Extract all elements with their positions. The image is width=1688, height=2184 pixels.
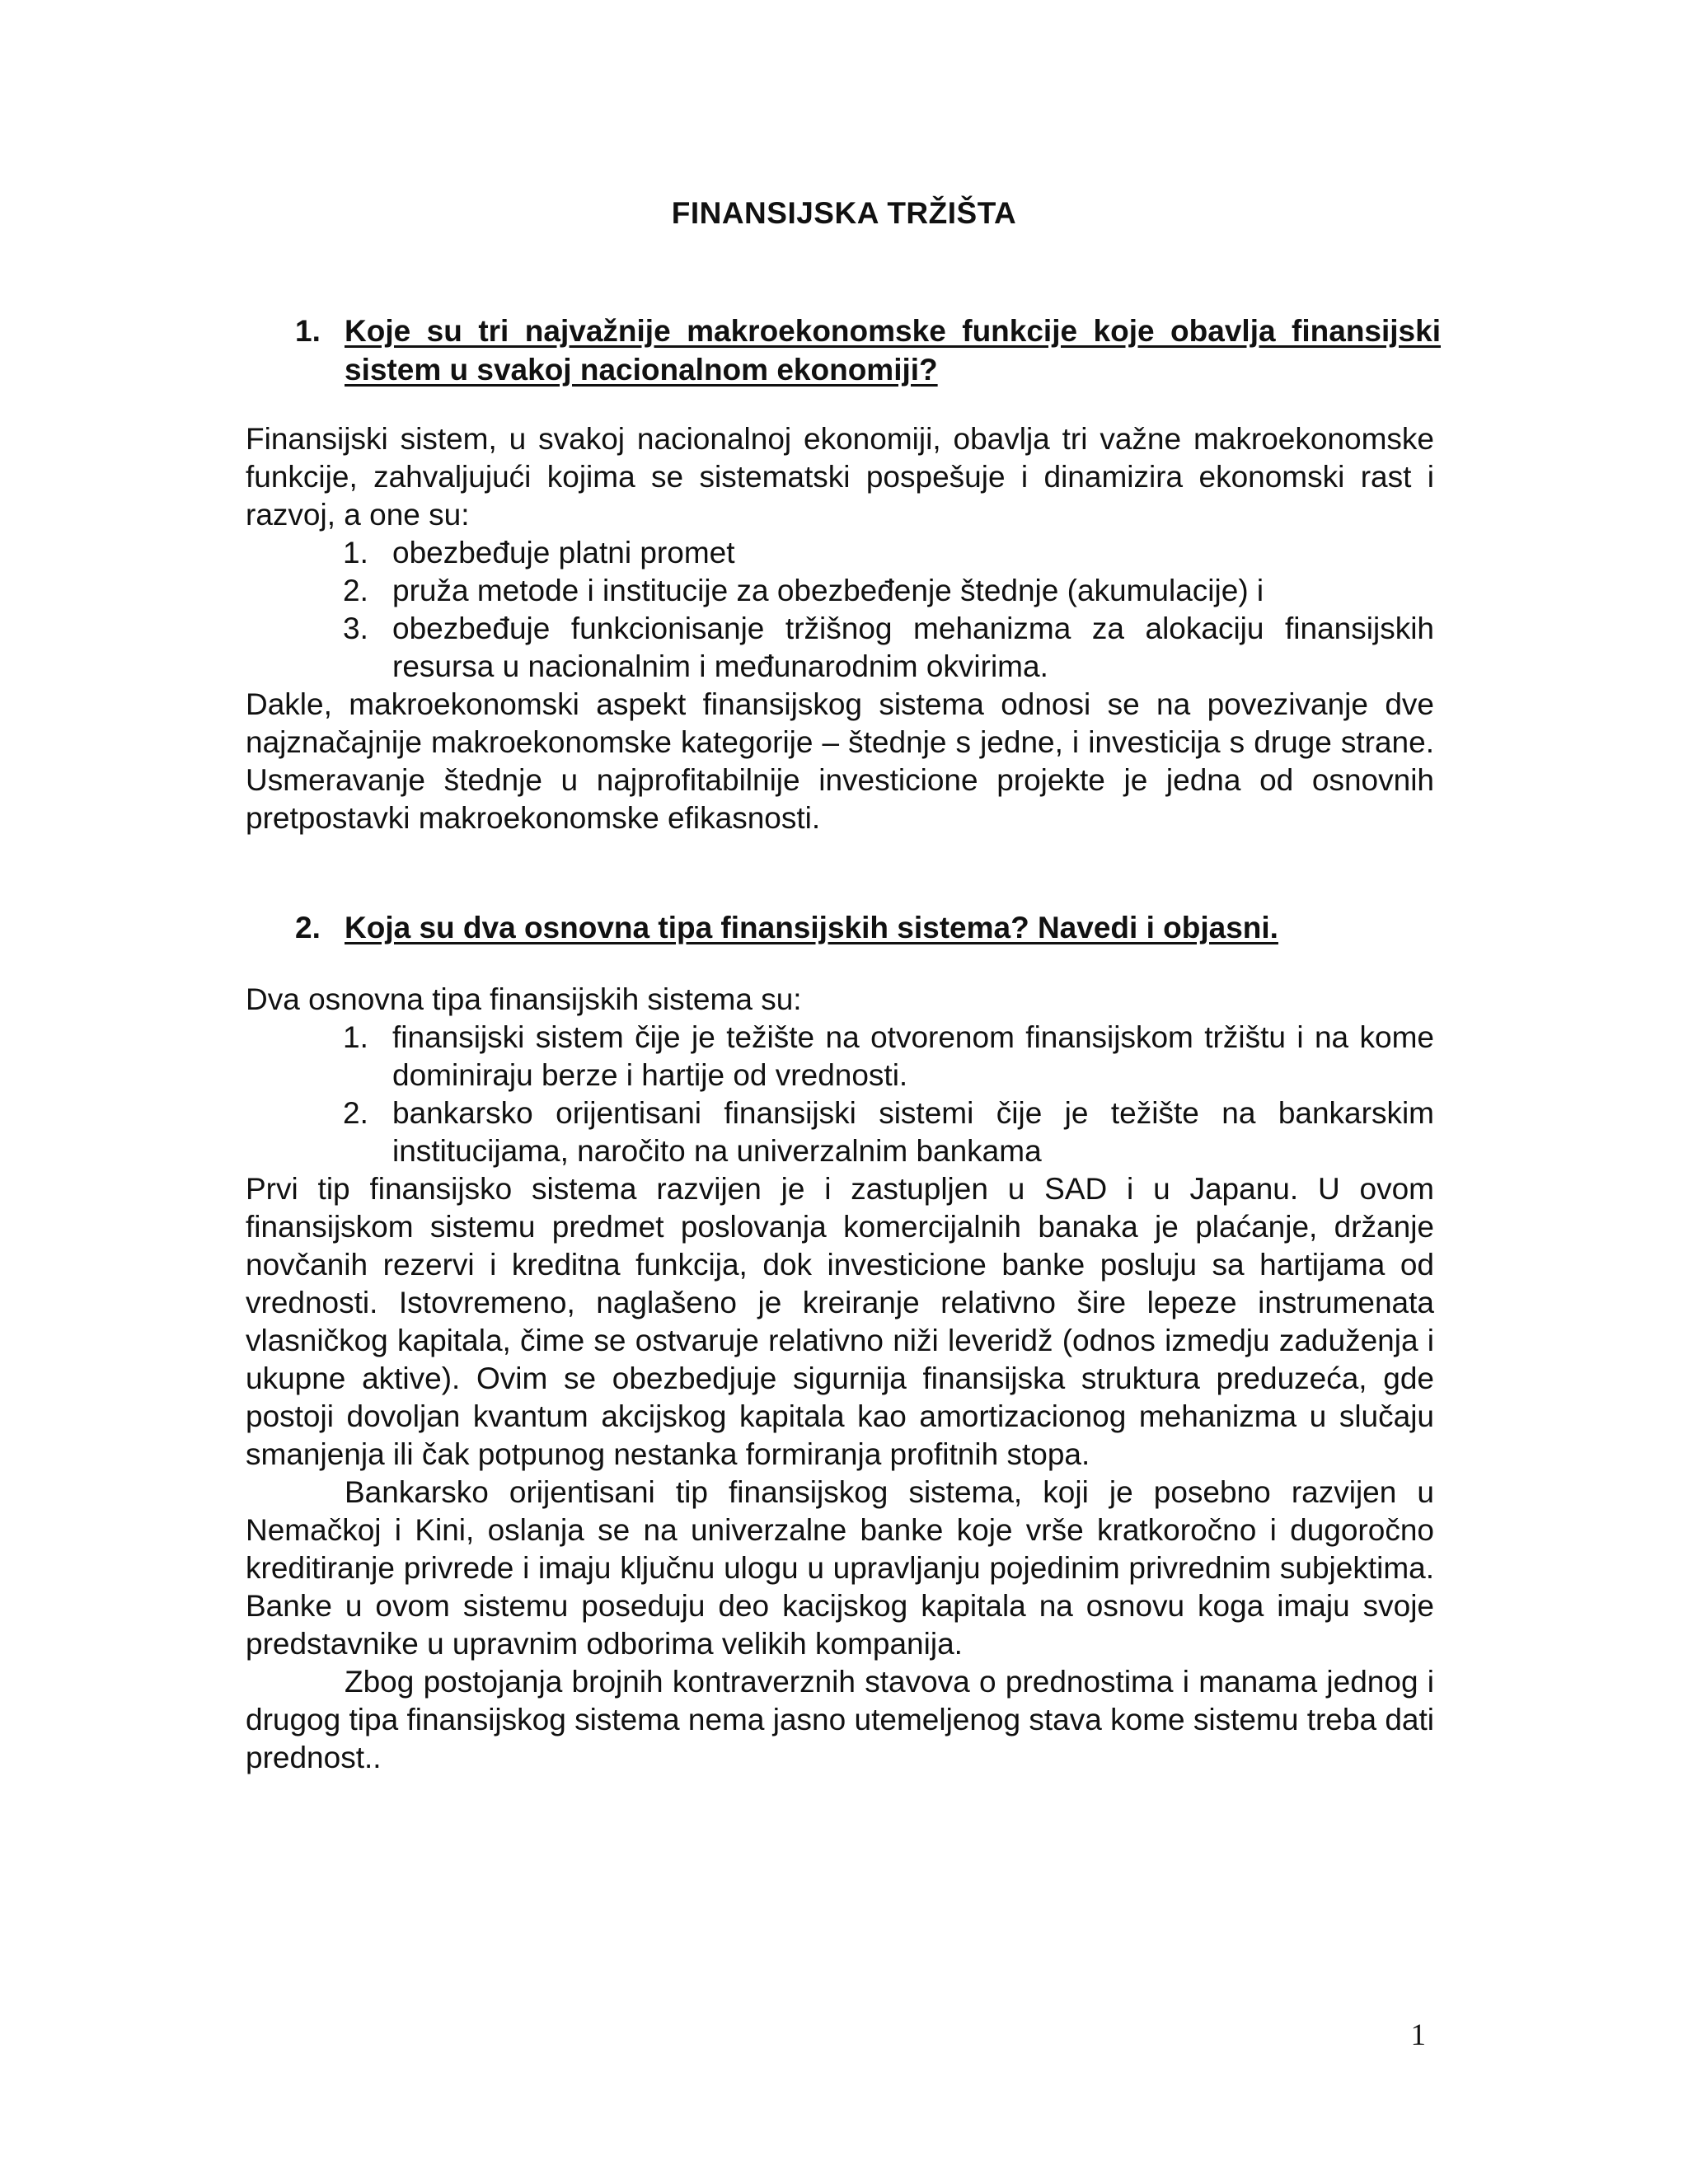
section2-paragraph-2: Bankarsko orijentisani tip finansijskog sistema, koji je posebno razvijen u Nemačkoj i Kini, oslanja se na univerzalne banke koje vrše kratkoročno i dugoročno kreditiranje privrede i imaju ključnu ulogu u upravljanju pojedinim privrednim subjektima. Banke u ovom sistemu poseduju deo kacijskog kapitala na osnovu koga imaju svoje predstavnike u upravnim odborima velikih kompanija. — [246, 1475, 1434, 1661]
list-item-number: 2. — [343, 1096, 368, 1130]
section2-number: 2. — [295, 911, 321, 944]
list-item — [246, 534, 1434, 572]
section1-body — [246, 420, 1434, 837]
list-item — [246, 1094, 1434, 1170]
list-item-text: obezbeđuje funkcionisanje tržišnog mehanizma za alokaciju finansijskih resursa u nacionalnim i međunarodnim okvirima. — [392, 612, 1434, 683]
section2-body — [246, 981, 1434, 1777]
list-item-number: 3. — [343, 612, 368, 645]
section2-paragraph-1: Prvi tip finansijsko sistema razvijen je i zastupljen u SAD i u Japanu. U ovom finansijskom sistemu predmet poslovanja komercijalnih banaka je plaćanje, držanje novčanih rezervi i kreditna funkcija, dok investicione banke posluju sa hartijama od vrednosti. Istovremeno, naglašeno je kreiranje relativno šire lepeze instrumenata vlasničkog kapitala, čime se ostvaruje relativno niži leveridž (odnos izmedju zaduženja i ukupne aktive). Ovim se obezbedjuje sigurnija finansijska struktura preduzeća, gde postoji dovoljan kvantum akcijskog kapitala kao amortizacionog mehanizma u slučaju smanjenja ili čak potpunog nestanka formiranja profitnih stopa. — [246, 1172, 1434, 1471]
section2-list — [246, 1019, 1434, 1170]
section1-question-text: Koje su tri najvažnije makroekonomske funkcije koje obavlja finansijski sistem u svakoj nacionalnom ekonomiji? — [345, 314, 1441, 387]
section1-number: 1. — [295, 314, 321, 348]
page-number: 1 — [1410, 2018, 1426, 2052]
list-item-text: obezbeđuje platni promet — [392, 536, 735, 569]
list-item-number: 1. — [343, 1020, 368, 1054]
section2-question — [295, 908, 1441, 947]
section1-question — [295, 312, 1441, 389]
section2-intro: Dva osnovna tipa finansijskih sistema su: — [246, 982, 802, 1016]
list-item-text: bankarsko orijentisani finansijski sistemi čije je težište na bankarskim institucijama, naročito na univerzalnim bankama — [392, 1096, 1434, 1168]
section1-intro: Finansijski sistem, u svakoj nacionalnoj ekonomiji, obavlja tri važne makroekonomske funkcije, zahvaljujući kojima se sistematski pospešuje i dinamizira ekonomski rast i razvoj, a one su: — [246, 422, 1434, 532]
list-item-number: 2. — [343, 574, 368, 607]
list-item — [246, 572, 1434, 610]
list-item — [246, 610, 1434, 686]
list-item — [246, 1019, 1434, 1094]
list-item-number: 1. — [343, 536, 368, 569]
list-item-text: finansijski sistem čije je težište na otvorenom finansijskom tržištu i na kome dominiraju berze i hartije od vrednosti. — [392, 1020, 1434, 1092]
document-title: FINANSIJSKA TRŽIŠTA — [671, 196, 1017, 230]
section2-question-text: Koja su dva osnovna tipa finansijskih sistema? Navedi i objasni. — [345, 911, 1278, 944]
section1-conclusion: Dakle, makroekonomski aspekt finansijskog sistema odnosi se na povezivanje dve najznačajnije makroekonomske kategorije – štednje s jedne, i investicija s druge strane. Usmeravanje štednje u najprofitabilnije investicione projekte je jedna od osnovnih pretpostavki makroekonomske efikasnosti. — [246, 687, 1434, 835]
list-item-text: pruža metode i institucije za obezbeđenje štednje (akumulacije) i — [392, 574, 1264, 607]
section1-list — [246, 534, 1434, 686]
section2-paragraph-3: Zbog postojanja brojnih kontraverznih stavova o prednostima i manama jednog i drugog tipa finansijskog sistema nema jasno utemeljenog stava kome sistemu treba dati prednost.. — [246, 1665, 1434, 1774]
